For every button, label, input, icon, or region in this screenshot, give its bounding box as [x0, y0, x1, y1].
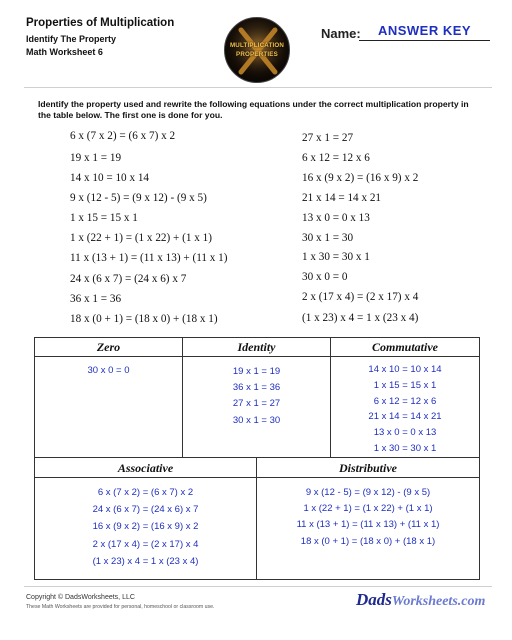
equation-right-3: 16 x (9 x 2) = (16 x 9) x 2: [302, 172, 419, 184]
table-row1-header-rule: [34, 356, 480, 357]
worksheet-title: Properties of Multiplication: [26, 17, 175, 29]
associative-answer-1: 6 x (7 x 2) = (6 x 7) x 2: [97, 487, 194, 498]
brand-part-2: Worksheets.com: [391, 594, 486, 609]
identity-answer-2: 36 x 1 = 36: [232, 382, 281, 393]
commutative-answer-6: 1 x 30 = 30 x 1: [373, 443, 437, 454]
equation-left-1: 6 x (7 x 2) = (6 x 7) x 2: [70, 130, 176, 142]
table-border-right: [479, 337, 480, 580]
distributive-answer-3: 11 x (13 + 1) = (11 x 13) + (11 x 1): [296, 519, 440, 530]
multiplication-properties-logo: [224, 17, 290, 83]
equation-left-5: 1 x 15 = 15 x 1: [70, 212, 138, 224]
commutative-answer-1: 14 x 10 = 10 x 14: [368, 364, 442, 375]
equation-left-10: 18 x (0 + 1) = (18 x 0) + (18 x 1): [70, 313, 218, 325]
table-border-top: [34, 337, 480, 338]
copyright-text: Copyright © DadsWorksheets, LLC: [26, 594, 135, 601]
table-middle-rule: [34, 457, 480, 458]
logo-text-line2: PROPERTIES: [236, 51, 278, 58]
header-divider: [24, 87, 492, 88]
distributive-answer-2: 1 x (22 + 1) = (1 x 22) + (1 x 1): [303, 503, 433, 514]
equation-right-4: 21 x 14 = 14 x 21: [302, 192, 382, 204]
commutative-answer-4: 21 x 14 = 14 x 21: [368, 411, 442, 422]
distributive-answer-4: 18 x (0 + 1) = (18 x 0) + (18 x 1): [300, 536, 436, 547]
footer-divider: [24, 586, 492, 587]
associative-answer-2: 24 x (6 x 7) = (24 x 6) x 7: [92, 504, 199, 515]
table-row2-header-rule: [34, 477, 480, 478]
equation-right-1: 27 x 1 = 27: [302, 132, 354, 144]
equation-right-9: 2 x (17 x 4) = (2 x 17) x 4: [302, 291, 419, 303]
worksheet-subtitle: Identify The Property: [26, 34, 117, 44]
equation-left-7: 11 x (13 + 1) = (11 x 13) + (11 x 1): [70, 252, 228, 264]
commutative-answer-5: 13 x 0 = 0 x 13: [373, 427, 437, 438]
identity-answer-1: 19 x 1 = 19: [232, 366, 281, 377]
brand-part-1: Dads: [356, 590, 392, 609]
equation-right-6: 30 x 1 = 30: [302, 232, 354, 244]
logo-text-line1: MULTIPLICATION: [229, 42, 285, 49]
equation-right-8: 30 x 0 = 0: [302, 271, 348, 283]
equation-left-6: 1 x (22 + 1) = (1 x 22) + (1 x 1): [70, 232, 212, 244]
zero-answer-1: 30 x 0 = 0: [87, 365, 130, 376]
associative-heading: Associative: [117, 461, 174, 475]
associative-answer-4: 2 x (17 x 4) = (2 x 17) x 4: [92, 539, 199, 550]
name-underline: [359, 40, 490, 41]
associative-answer-3: 16 x (9 x 2) = (16 x 9) x 2: [92, 521, 199, 532]
commutative-answer-2: 1 x 15 = 15 x 1: [373, 380, 437, 391]
answer-key-text: ANSWER KEY: [377, 23, 472, 38]
equation-right-10: (1 x 23) x 4 = 1 x (23 x 4): [302, 312, 419, 324]
associative-answer-5: (1 x 23) x 4 = 1 x (23 x 4): [92, 556, 199, 567]
identity-answer-4: 30 x 1 = 30: [232, 415, 281, 426]
commutative-answer-3: 6 x 12 = 12 x 6: [373, 396, 437, 407]
equation-left-4: 9 x (12 - 5) = (9 x 12) - (9 x 5): [70, 192, 207, 204]
instructions: Identify the property used and rewrite the following equations under the correct multiplication property in the table below. The first one is done for you.: [38, 99, 469, 120]
name-label: Name:: [321, 26, 361, 41]
equation-right-7: 1 x 30 = 30 x 1: [302, 251, 370, 263]
equation-left-3: 14 x 10 = 10 x 14: [70, 172, 150, 184]
worksheet-number: Math Worksheet 6: [26, 47, 103, 57]
equation-left-8: 24 x (6 x 7) = (24 x 6) x 7: [70, 273, 187, 285]
table-divider-1: [182, 337, 183, 457]
identity-heading: Identity: [237, 340, 276, 354]
identity-answer-3: 27 x 1 = 27: [232, 398, 281, 409]
equation-left-2: 19 x 1 = 19: [70, 152, 122, 164]
equation-right-5: 13 x 0 = 0 x 13: [302, 212, 370, 224]
table-border-bottom: [34, 579, 480, 580]
commutative-heading: Commutative: [372, 340, 438, 354]
equation-right-2: 6 x 12 = 12 x 6: [302, 152, 370, 164]
dadsworksheets-logo: [356, 590, 485, 610]
distributive-heading: Distributive: [338, 461, 397, 475]
distributive-answer-1: 9 x (12 - 5) = (9 x 12) - (9 x 5): [305, 487, 431, 498]
usage-notice: These Math Worksheets are provided for personal, homeschool or classroom use.: [26, 604, 215, 610]
equation-left-9: 36 x 1 = 36: [70, 293, 122, 305]
zero-heading: Zero: [96, 340, 121, 354]
